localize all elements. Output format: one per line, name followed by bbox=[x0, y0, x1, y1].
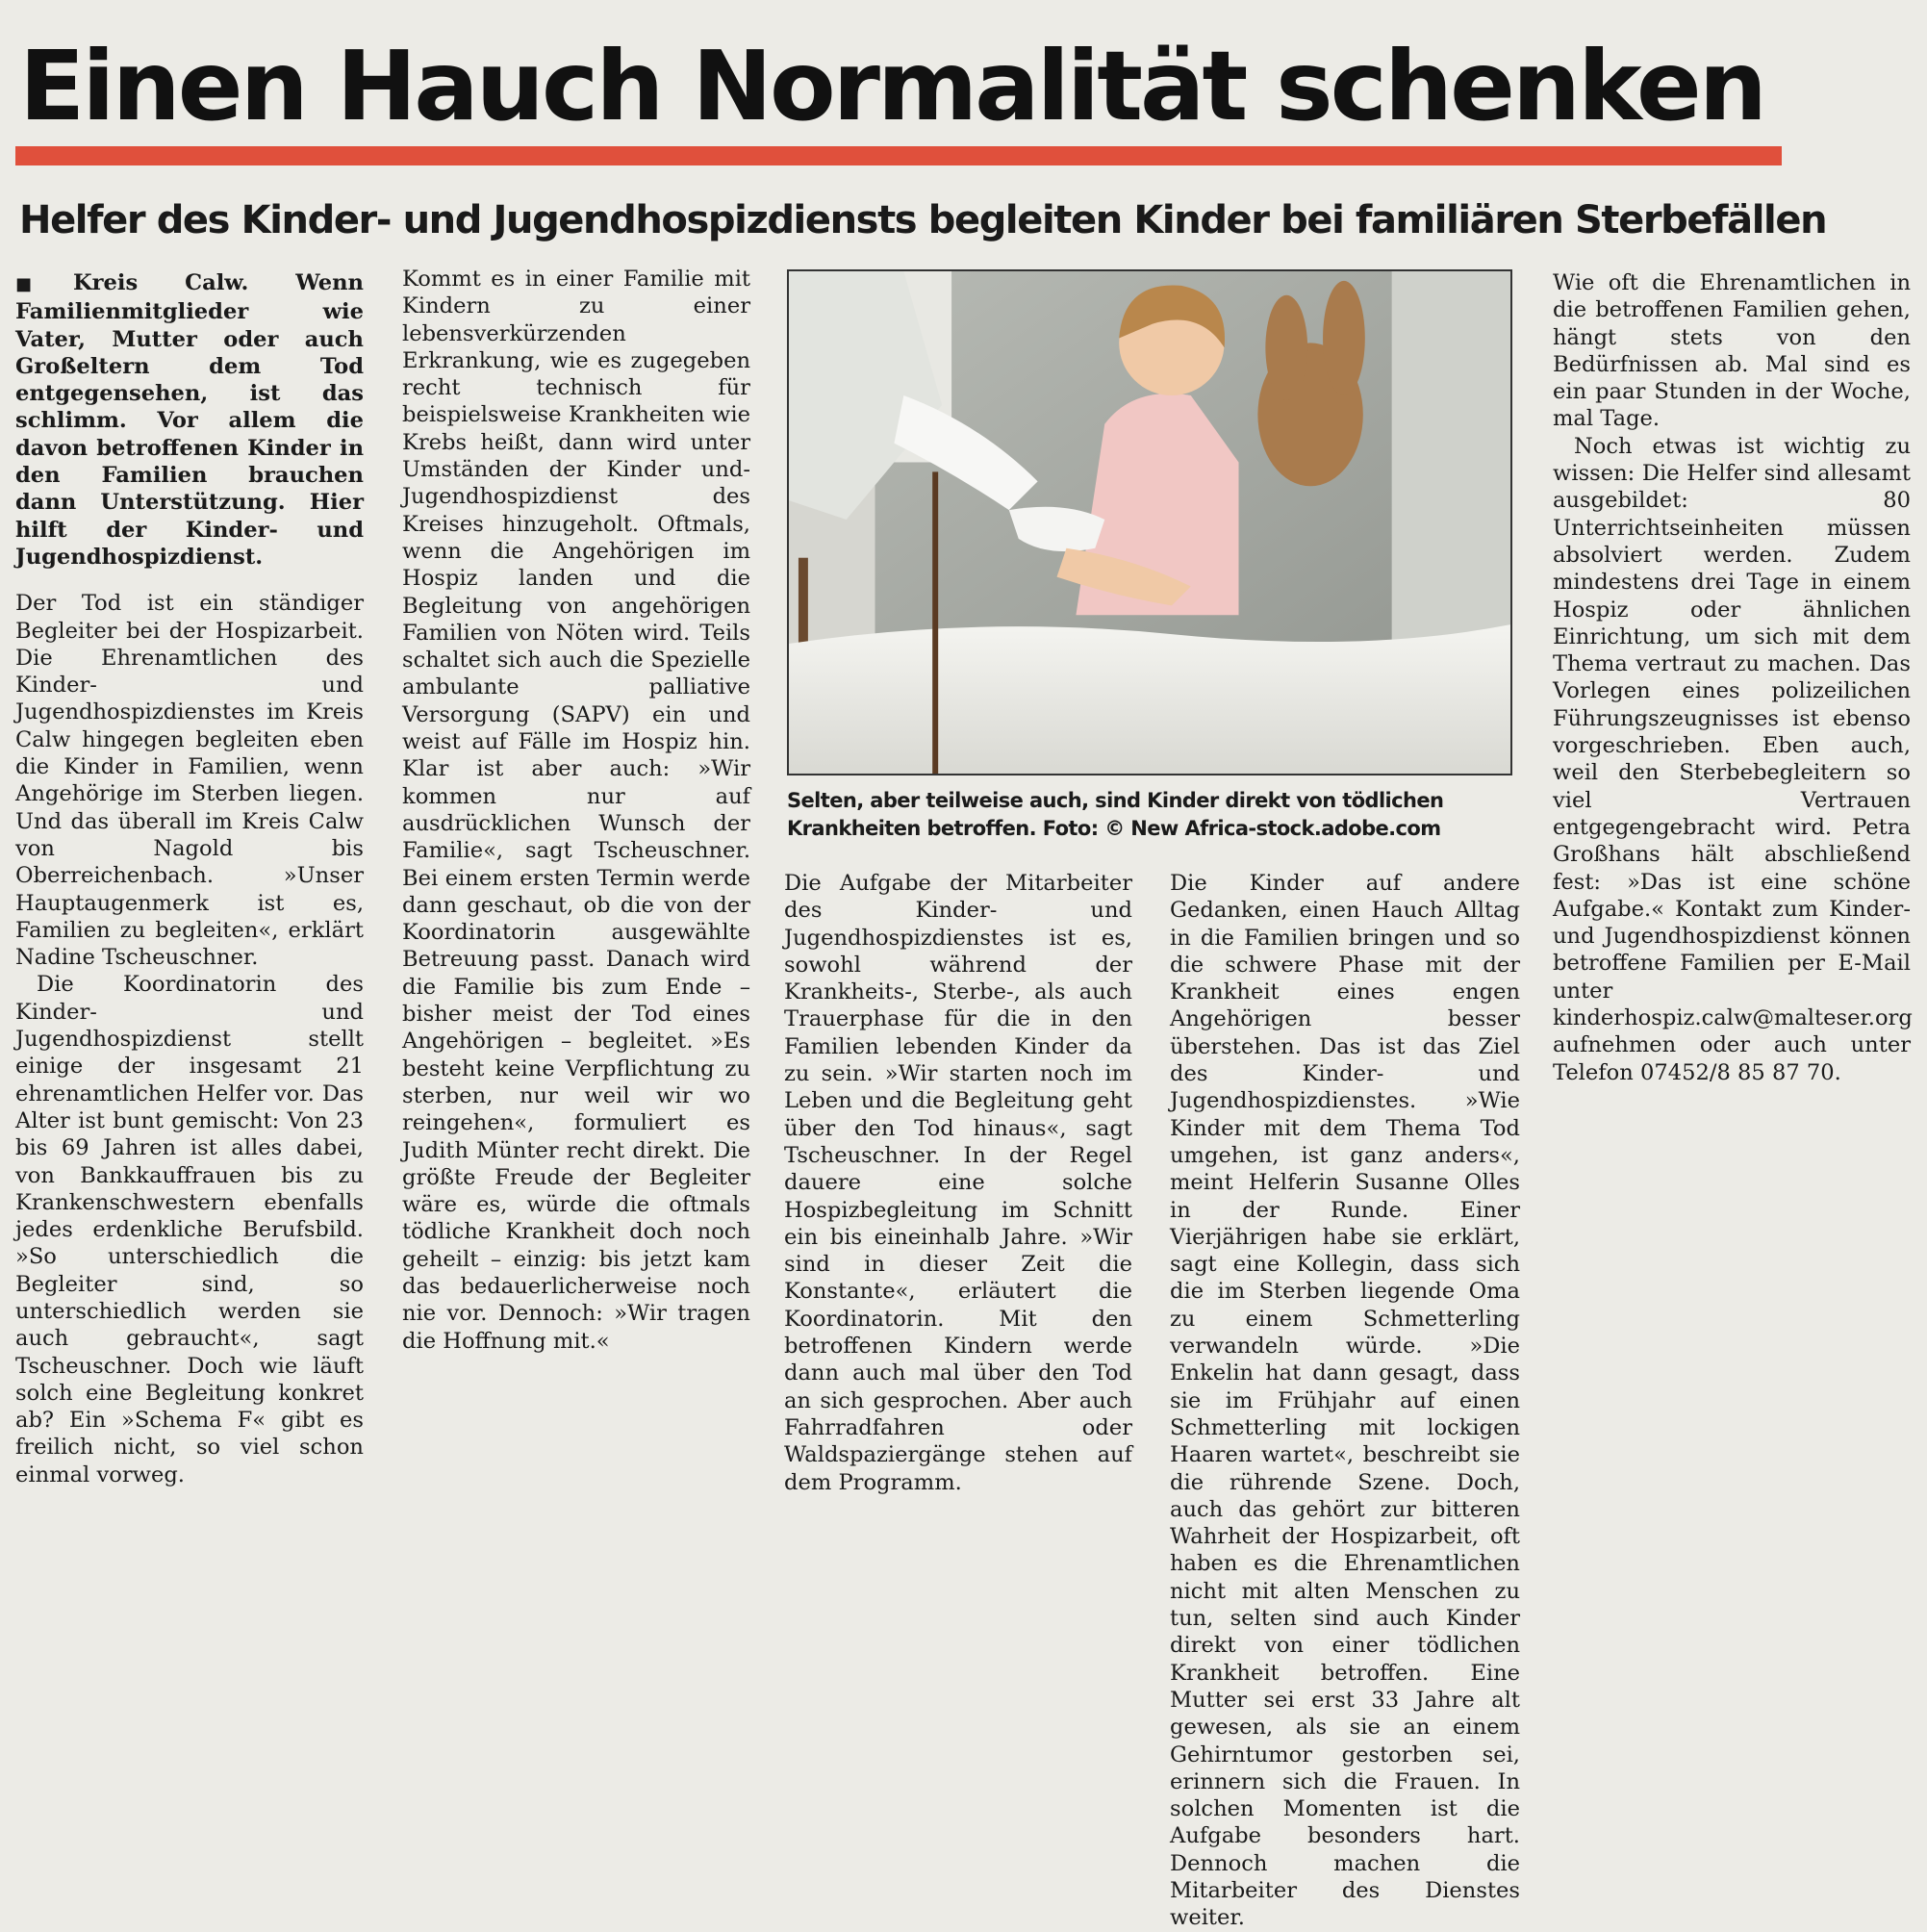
body-paragraph-4: Die Aufgabe der Mitarbeiter des Kinder- und Jugendhospizdienstes ist es, sowohl während der Krankheits-, Sterbe-, als auch Trauerphase für die in den Familien lebenden Kinder da zu sein. »Wir starten noch im Leben und die Begleitung geht über den Tod hinaus«, sagt Tscheuschner. In der Regel dauere eine solche Hospizbegleitung im Schnitt ein bis eineinhalb Jahre. »Wir sind in dieser Zeit die Konstante«, erläutert die Koordinatorin. Mit den betroffenen Kindern werde dann auch mal über den Tod an sich gesprochen. Aber auch Fahrradfahren oder Waldspaziergänge stehen auf dem Programm. bbox=[784, 871, 1132, 1495]
headline-rule bbox=[15, 146, 1782, 165]
hospital-child-photo bbox=[789, 271, 1510, 774]
body-paragraph-3: Kommt es in einer Familie mit Kindern zu einer lebensverkürzenden Erkrankung, wie es zugegeben recht technisch für beispielsweise Krankheiten wie Krebs heißt, dann wird unter Umständen der Kinder und- Jugendhospizdienst des Kreises hinzugeholt. Oftmals, wenn die Angehörigen im Hospiz landen und die Begleitung von angehörigen Familien von Nöten wird. Teils schaltet sich auch die Spezielle ambulante palliative Versorgung (SAPV) ein und weist auf Fälle im Hospiz hin. Klar ist aber auch: »Wir kommen nur auf ausdrücklichen Wunsch der Familie«, sagt Tscheuschner. Bei einem ersten Termin werde dann geschaut, ob die von der Koordinatorin ausgewählte Betreuung passt. Danach wird die Familie bis zum Ende – bisher meist der Tod eines Angehörigen – begleitet. »Es besteht keine Verpflichtung zu sterben, nur weil wir wo reingehen«, formuliert es Judith Münter recht direkt. Die größte Freude der Begleiter wäre es, würde die oftmals tödliche Krankheit doch noch geheilt – einzig: bis jetzt kam das bedauerlicherweise noch nie vor. Dennoch: »Wir tragen die Hoffnung mit.« bbox=[402, 267, 750, 1354]
lead-paragraph: ■ Kreis Calw. Wenn Familienmitglieder wie Vater, Mutter oder auch Großeltern dem Tod entgegensehen, ist das schlimm. Vor allem die davon betroffenen Kinder in den Familien brauchen dann Unterstützung. Hier hilft der Kinder- und Jugendhospizdienst. bbox=[15, 269, 364, 571]
column-1 bbox=[15, 269, 364, 1487]
body-paragraph-7: Noch etwas ist wichtig zu wissen: Die Helfer sind allesamt ausgebildet: 80 Unterrichtseinheiten müssen absolviert werden. Zudem mindestens drei Tage in einem Hospiz oder ähnlichen Einrichtung, um sich mit dem Thema vertraut zu machen. Das Vorlegen eines polizeilichen Führungszeugnisses ist ebenso vorgeschrieben. Eben auch, weil den Sterbebegleitern so viel Vertrauen entgegengebracht wird. Petra Großhans hält abschließend fest: »Das ist eine schöne Aufgabe.« Kontakt zum Kinder- und Jugendhospizdienst können betroffene Familien per E-Mail unter kinderhospiz.calw@malteser.org aufnehmen oder auch unter Telefon 07452/8 85 87 70. bbox=[1553, 433, 1913, 1085]
photo-caption-line-2: Krankheiten betroffen. Foto: © New Africa-stock.adobe.com bbox=[787, 817, 1441, 840]
column-4 bbox=[1170, 870, 1520, 1931]
body-paragraph-6: Wie oft die Ehrenamtlichen in die betroffenen Familien gehen, hängt stets von den Bedürfnissen ab. Mal sind es ein paar Stunden in der Woche, mal Tage. bbox=[1553, 270, 1911, 432]
article-photo bbox=[787, 269, 1512, 775]
headline: Einen Hauch Normalität schenken bbox=[19, 30, 1764, 142]
photo-caption-line-1: Selten, aber teilweise auch, sind Kinder direkt von tödlichen bbox=[787, 789, 1444, 812]
body-paragraph-5: Die Kinder auf andere Gedanken, einen Hauch Alltag in die Familien bringen und so die schwere Phase mit der Krankheit eines engen Angehörigen besser überstehen. Das ist das Ziel des Kinder- und Jugendhospizdienstes. »Wie Kinder mit dem Thema Tod umgehen, ist ganz anders«, meint Helferin Susanne Olles in der Runde. Einer Vierjährigen habe sie erklärt, sagt eine Kollegin, dass sich die im Sterben liegende Oma zu einem Schmetterling verwandeln würde. »Die Enkelin hat dann gesagt, dass sie im Frühjahr auf einen Schmetterling mit lockigen Haaren wartet«, beschreibt sie die rührende Szene. Doch, auch das gehört zur bitteren Wahrheit der Hospizarbeit, oft haben es die Ehrenamtlichen nicht mit alten Menschen zu tun, selten sind auch Kinder direkt von einer tödlichen Krankheit betroffen. Eine Mutter sei erst 33 Jahre alt gewesen, als sie an einem Gehirntumor gestorben sei, erinnern sich die Frauen. In solchen Momenten ist die Aufgabe besonders hart. Dennoch machen die Mitarbeiter des Dienstes weiter. bbox=[1170, 871, 1520, 1931]
subheadline: Helfer des Kinder- und Jugendhospizdiensts begleiten Kinder bei familiären Sterbefällen bbox=[19, 198, 1827, 242]
column-2 bbox=[402, 266, 750, 1453]
column-5 bbox=[1553, 269, 1911, 1453]
body-paragraph-1: Der Tod ist ein ständiger Begleiter bei der Hospizarbeit. Die Ehrenamtlichen des Kinder- und Jugendhospizdienstes im Kreis Calw hingegen begleiten eben die Kinder in Familien, wenn Angehörige im Sterben liegen. Und das überall im Kreis Calw von Nagold bis Oberreichenbach. »Unser Hauptaugenmerk ist es, Familien zu begleiten«, erklärt Nadine Tscheuschner. bbox=[15, 591, 364, 971]
column-3 bbox=[784, 870, 1132, 1495]
body-paragraph-2: Die Koordinatorin des Kinder- und Jugendhospizdienst stellt einige der insgesamt 21 ehrenamtlichen Helfer vor. Das Alter ist bunt gemischt: Von 23 bis 69 Jahren ist alles dabei, von Bankkauffrauen bis zu Krankenschwestern ebenfalls jedes erdenkliche Berufsbild. »So unterschiedlich die Begleiter sind, so unterschiedlich werden sie auch gebraucht«, sagt Tscheuschner. Doch wie läuft solch eine Begleitung konkret ab? Ein »Schema F« gibt es freilich nicht, so viel schon einmal vorweg. bbox=[15, 972, 364, 1487]
photo-caption bbox=[787, 787, 1528, 843]
